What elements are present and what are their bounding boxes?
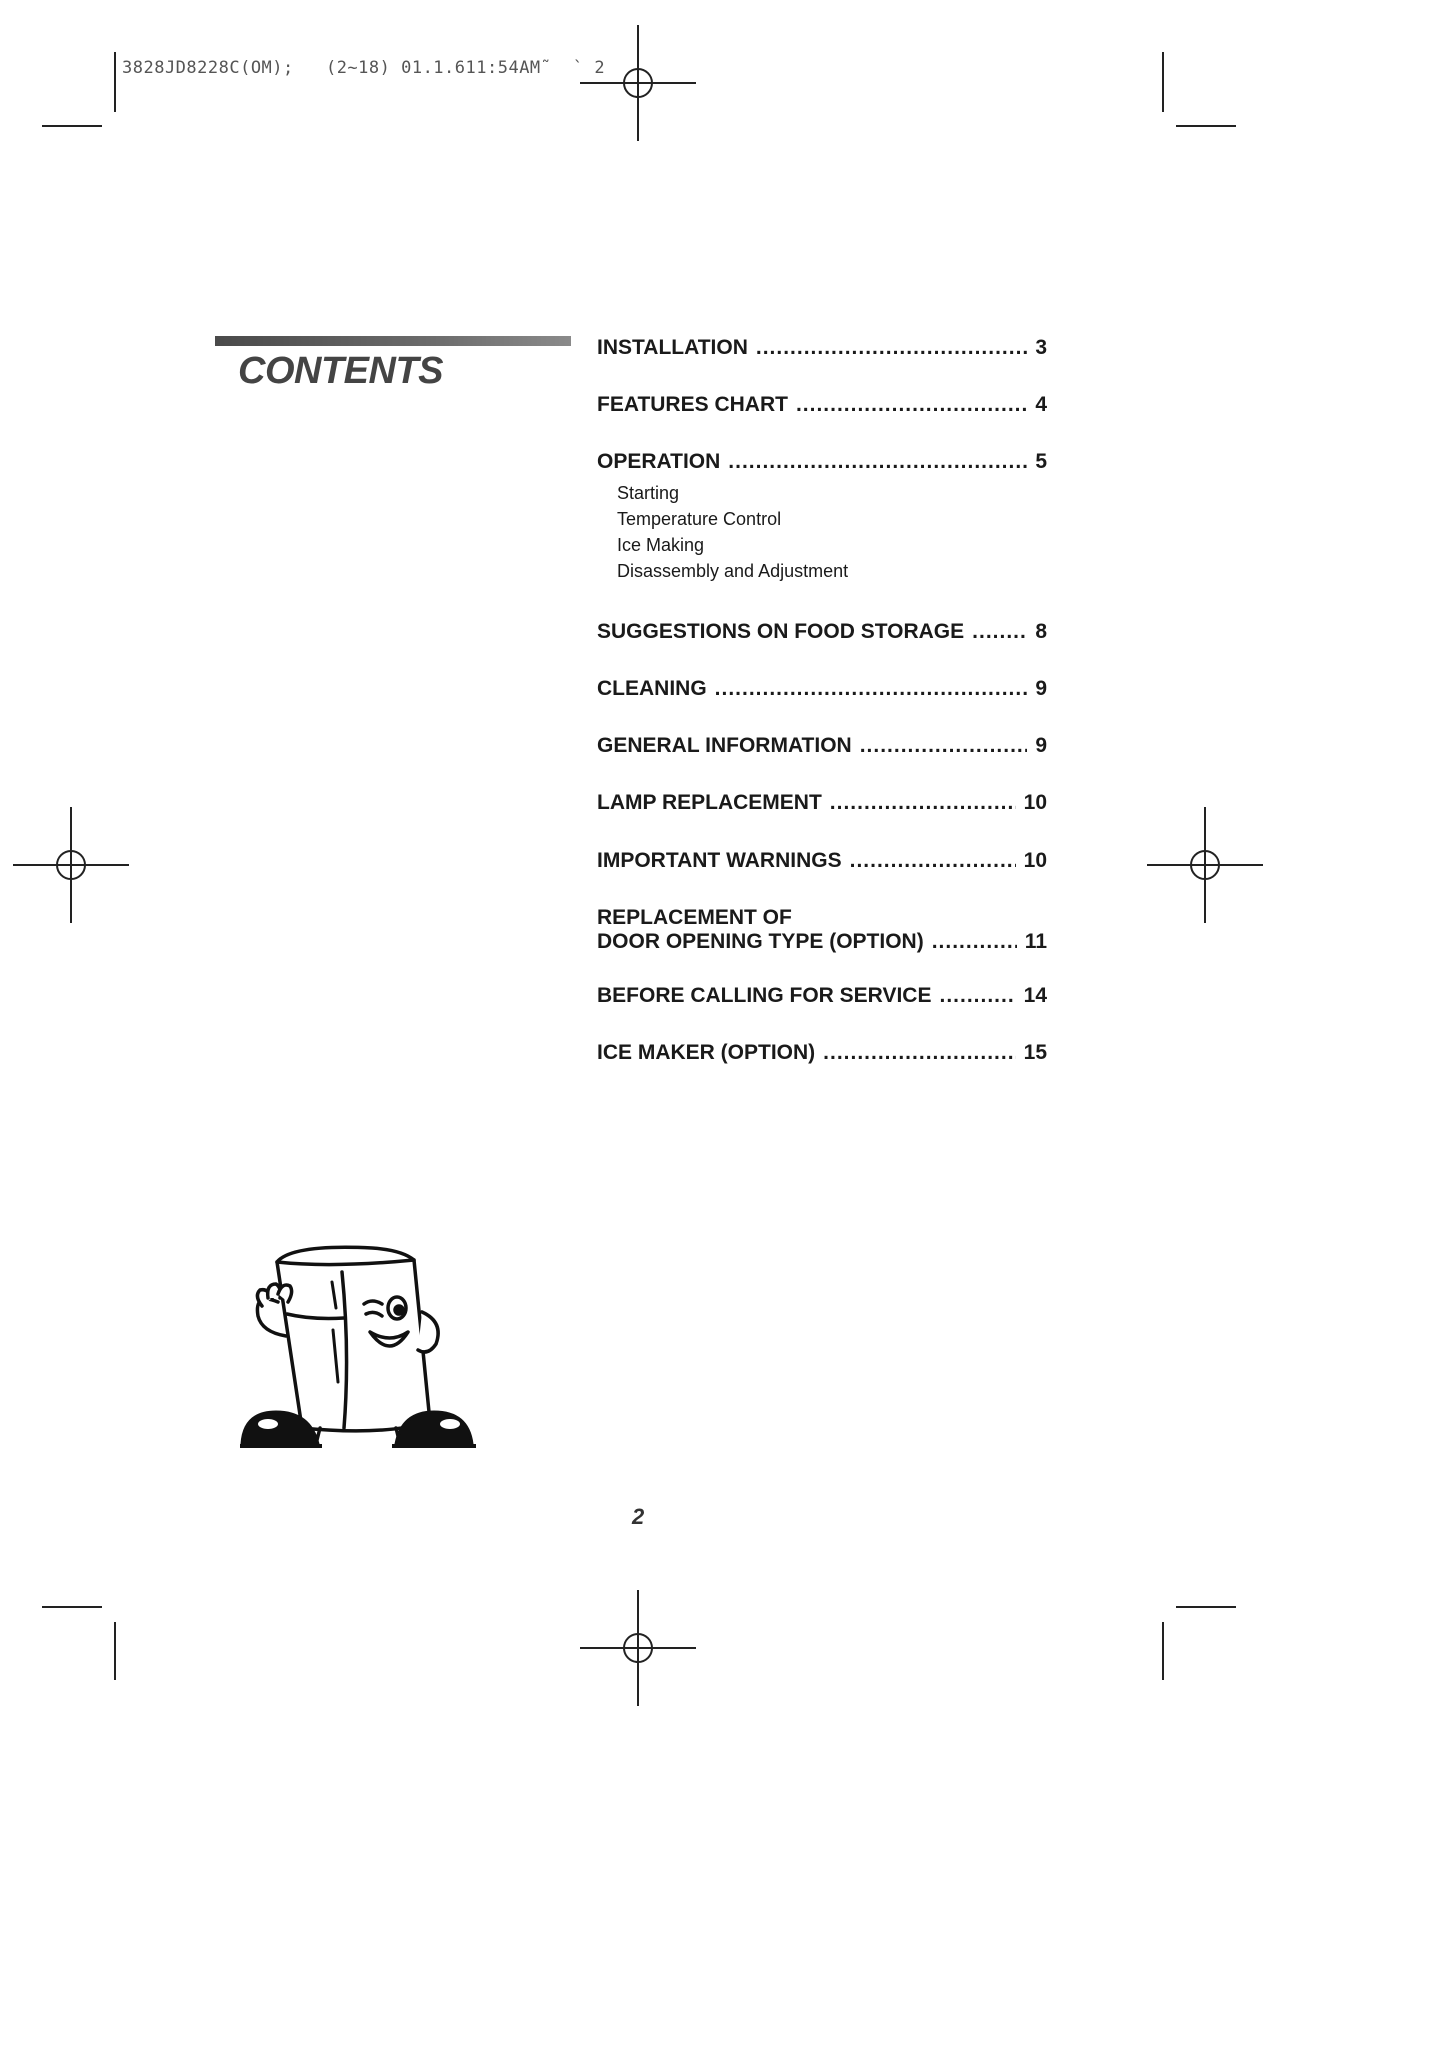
toc-page: 10 [1023, 849, 1047, 872]
crop-mark [42, 125, 102, 127]
contents-heading-bar [215, 336, 571, 346]
toc-label: ICE MAKER (OPTION) [597, 1041, 816, 1064]
toc-page: 9 [1035, 734, 1047, 757]
toc-entry-general-information [597, 734, 1047, 758]
toc-entry-features-chart [597, 393, 1047, 417]
page-number: 2 [632, 1504, 645, 1529]
toc-page: 9 [1035, 677, 1047, 700]
toc-label: GENERAL INFORMATION [597, 734, 852, 757]
toc-label: CLEANING [597, 677, 707, 700]
toc-page: 15 [1023, 1041, 1047, 1064]
toc-subitem: Disassembly and Adjustment [617, 561, 849, 581]
crop-mark [114, 1622, 116, 1680]
toc-page: 4 [1035, 393, 1047, 416]
registration-crosshair-icon [580, 1590, 696, 1706]
toc-page: 14 [1023, 984, 1047, 1007]
registration-crosshair-icon [580, 25, 696, 141]
crop-mark [1162, 52, 1164, 112]
contents-title: CONTENTS [238, 350, 443, 392]
toc-entry-food-storage [597, 620, 1047, 644]
toc-label: BEFORE CALLING FOR SERVICE [597, 984, 932, 1007]
toc-subitem: Ice Making [617, 535, 705, 555]
crop-mark [1176, 125, 1236, 127]
refrigerator-mascot-icon [232, 1232, 512, 1460]
toc-page: 11 [1024, 930, 1047, 953]
registration-crosshair-icon [13, 807, 129, 923]
toc-entry-ice-maker [597, 1041, 1047, 1065]
toc-label: SUGGESTIONS ON FOOD STORAGE [597, 620, 965, 643]
toc-entry-before-service [597, 984, 1047, 1008]
toc-subitem: Temperature Control [617, 509, 782, 529]
toc-page: 5 [1035, 450, 1047, 473]
toc-entry-door-opening [597, 906, 1047, 954]
toc-entry-installation [597, 336, 1047, 360]
print-slug: 3828JD8228C(OM); (2~18) 01.1.611:54AM˜ ` 2 [122, 58, 606, 78]
toc-label-line1: REPLACEMENT OF [597, 906, 792, 929]
crop-mark [42, 1606, 102, 1608]
toc-page: 3 [1035, 336, 1047, 359]
toc-entry-important-warnings [597, 849, 1047, 873]
toc-label: INSTALLATION [597, 336, 748, 359]
toc-label: FEATURES CHART [597, 393, 788, 416]
toc-subitems [597, 480, 1047, 584]
toc-label: IMPORTANT WARNINGS [597, 849, 842, 872]
toc-entry-lamp-replacement [597, 791, 1047, 815]
toc-label: LAMP REPLACEMENT [597, 791, 822, 814]
toc-entry-cleaning [597, 677, 1047, 701]
crop-mark [1176, 1606, 1236, 1608]
toc-page: 8 [1035, 620, 1047, 643]
toc-entry-operation [597, 450, 1047, 584]
toc-page: 10 [1023, 791, 1047, 814]
registration-crosshair-icon [1147, 807, 1263, 923]
crop-mark [1162, 1622, 1164, 1680]
crop-mark [114, 52, 116, 112]
toc-label: OPERATION [597, 450, 721, 473]
toc-label: DOOR OPENING TYPE (OPTION) [597, 930, 924, 953]
toc-subitem: Starting [617, 483, 680, 503]
